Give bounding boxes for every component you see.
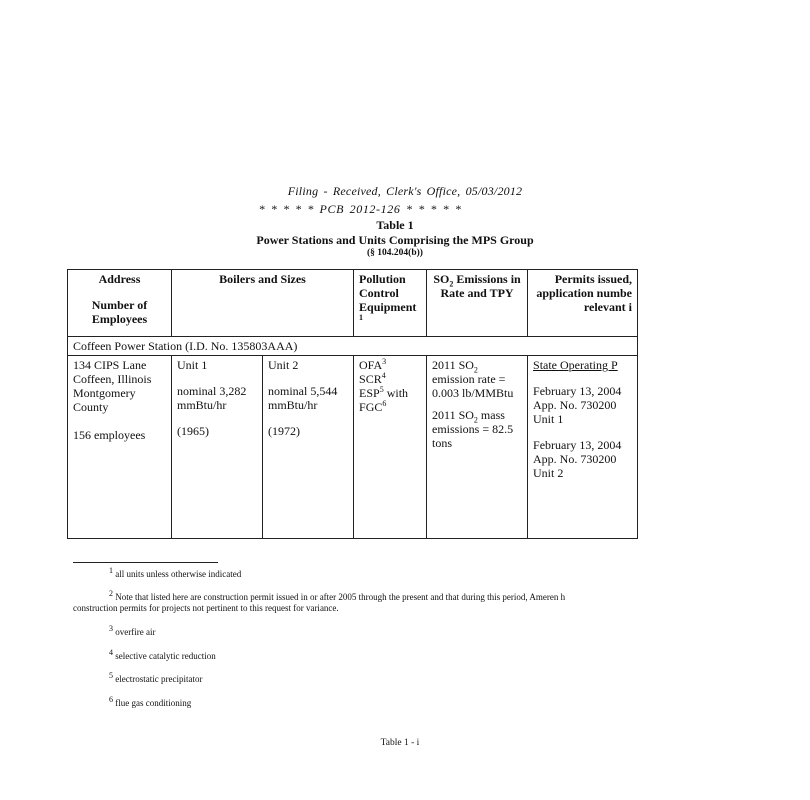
station-title-row bbox=[68, 337, 638, 356]
header-address-label: Address bbox=[98, 272, 141, 286]
unit2-cell: Unit 2 nominal 5,544 mmBtu/hr (1972) bbox=[263, 356, 354, 539]
header-pollution-footnote: 1 bbox=[359, 313, 364, 322]
emission-rate: 2011 $SO_2$ emission rate = 0.003 lb/MMBtu bbox=[432, 358, 514, 400]
permit-heading: State Operating P bbox=[533, 358, 618, 372]
station-detail-row bbox=[68, 356, 638, 539]
page-footer: Table 1 - i bbox=[380, 738, 420, 748]
filing-stamp-line1: Filing - Received, Clerk's Office, 05/03/2012 bbox=[287, 184, 523, 198]
header-address bbox=[68, 270, 172, 337]
header-employees-label: Number of Employees bbox=[91, 298, 148, 326]
equipment-cell: OFA$^3$ SCR$^4$ ESP$^5$ with FGC$^6$ bbox=[354, 356, 427, 539]
employee-count: 156 employees bbox=[73, 428, 146, 442]
footnote-1: $^1$ all units unless otherwise indicated bbox=[109, 566, 242, 579]
station-address-cell: 134 CIPS Lane Coffeen, Illinois Montgomery County 156 employees bbox=[68, 356, 172, 539]
footnote-2-cont: construction permits for projects not pertinent to this request for variance. bbox=[73, 603, 339, 613]
station-name: Coffeen Power Station (I.D. No. 135803AAA) bbox=[68, 337, 638, 356]
footnote-4: $^4$ selective catalytic reduction bbox=[109, 648, 216, 661]
footnote-5: $^5$ electrostatic precipitator bbox=[109, 671, 203, 684]
header-permits: Permits issued, application numbe relevant i bbox=[528, 270, 638, 337]
header-boilers: Boilers and Sizes bbox=[172, 270, 354, 337]
filing-stamp-line2: * * * * * PCB 2012-126 * * * * * bbox=[258, 202, 462, 216]
power-stations-table bbox=[67, 269, 638, 539]
unit1-cell: Unit 1 nominal 3,282 mmBtu/hr (1965) bbox=[172, 356, 263, 539]
permits-cell: State Operating P February 13, 2004 App. No. 730200 Unit 1 February 13, 2004 App. No. 730200 Unit 2 bbox=[528, 356, 638, 539]
table-caption: Power Stations and Units Comprising the MPS Group bbox=[256, 233, 534, 247]
header-pollution bbox=[354, 270, 427, 337]
table-number: Table 1 bbox=[376, 218, 414, 232]
header-row bbox=[68, 270, 638, 337]
emission-mass: 2011 $SO_2$ mass emissions = 82.5 tons bbox=[432, 408, 514, 450]
footnote-2: $^2$ Note that listed here are construction permit issued in or after 2005 through the present and that during this period, Ameren h bbox=[109, 589, 566, 602]
footnote-3: $^3$ overfire air bbox=[109, 624, 156, 637]
footnote-6: $^6$ flue gas conditioning bbox=[109, 695, 192, 708]
footnote-divider bbox=[73, 562, 218, 563]
emissions-cell bbox=[427, 356, 528, 539]
table-citation: (§ 104.204(b)) bbox=[367, 248, 423, 258]
header-so2: $SO_2$ Emissions in Rate and TPY bbox=[427, 270, 528, 337]
header-pollution-label: Pollution Control Equipment bbox=[359, 272, 417, 314]
